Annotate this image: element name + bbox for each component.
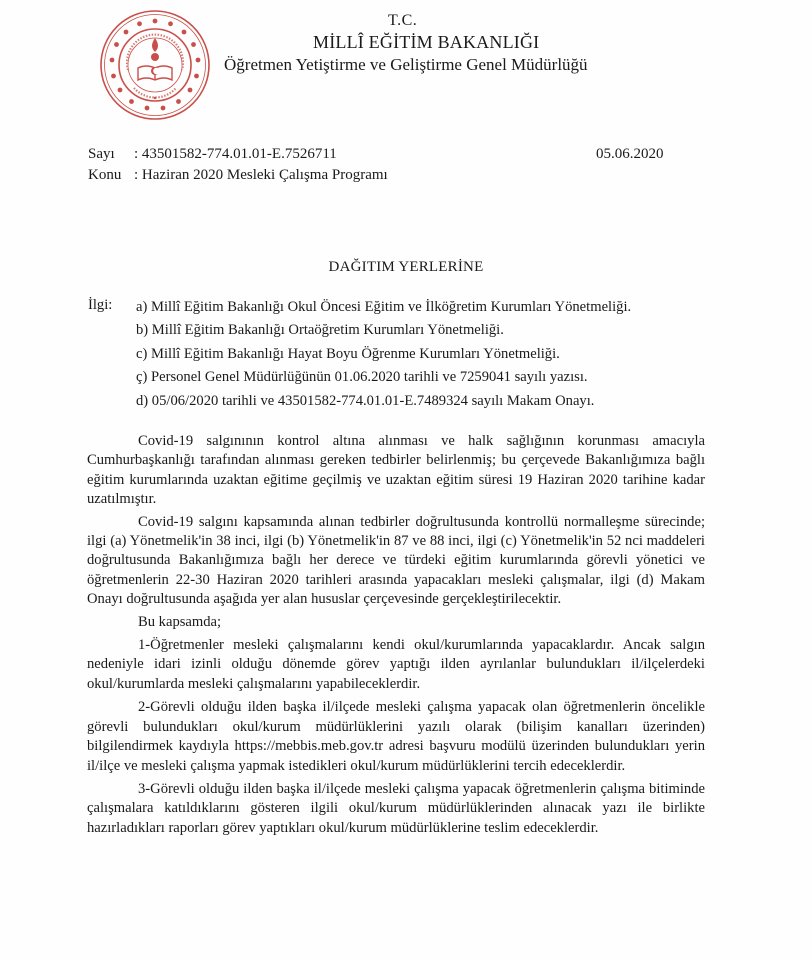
body-paragraph: 3-Görevli olduğu ilden başka il/ilçede mesleki çalışma yapacak öğretmenlerin çalışma bitiminde çalışmalara katıldıklarını gösteren ilgili okul/kurum müdürlüklerinden alınacak yazı ile birlikte hazırladıkları raporları görev yaptıkları okul/kurum müdürlüklerine teslim edeceklerdir. <box>87 780 705 836</box>
directorate-name: Öğretmen Yetiştirme ve Geliştirme Genel Müdürlüğü <box>224 55 588 74</box>
ilgi-label: İlgi: <box>88 297 113 313</box>
document-date: 05.06.2020 <box>596 146 664 162</box>
distribution-heading: DAĞITIM YERLERİNE <box>328 259 484 275</box>
body-paragraph: Bu kapsamda; <box>138 613 222 630</box>
konu-label: Konu <box>88 167 122 183</box>
reference-number-line <box>88 146 337 163</box>
ilgi-item: d) 05/06/2020 tarihli ve 43501582-774.01.01-E.7489324 sayılı Makam Onayı. <box>136 392 595 409</box>
ilgi-item: b) Millî Eğitim Bakanlığı Ortaöğretim Kurumları Yönetmeliği. <box>136 322 504 339</box>
letter-body <box>87 432 705 842</box>
body-paragraph: Covid-19 salgınının kontrol altına alınması ve halk sağlığının korunması amacıyla Cumhurbaşkanlığı tarafından alınması gereken tedbirler belirlenmiş; bu çerçevede Bakanlığımıza bağlı eğitim kurumlarında uzaktan eğitime geçilmiş ve uzaktan eğitim süresi 19 Haziran 2020 tarihine kadar uzatılmıştır. <box>87 433 705 508</box>
ministry-name: MİLLÎ EĞİTİM BAKANLIĞI <box>313 32 540 52</box>
body-paragraph: 2-Görevli olduğu ilden başka il/ilçede mesleki çalışma yapacak olan öğretmenlerin öncelikle görevli bulundukları okul/kurum müdürlüklerini yazılı olarak (bilişim kanalları üzerinden) bilgilendirmek kaydıyla https://mebbis.meb.gov.tr adresi başvuru modülü üzerinden bulundukları yerin il/ilçe ve mesleki çalışma yapmak istedikleri okul/kurum müdürlüklerini tercih edeceklerdir. <box>87 699 705 774</box>
ilgi-list <box>136 297 631 414</box>
state-abbreviation: T.C. <box>388 12 418 29</box>
sayi-value: : 43501582-774.01.01-E.7526711 <box>134 146 337 162</box>
konu-value: : Haziran 2020 Mesleki Çalışma Programı <box>134 167 388 183</box>
subject-line <box>88 167 388 184</box>
ilgi-item: ç) Personel Genel Müdürlüğünün 01.06.2020 tarihli ve 7259041 sayılı yazısı. <box>136 369 588 386</box>
meb-seal-icon <box>98 8 212 122</box>
sayi-label: Sayı <box>88 146 115 162</box>
body-paragraph: 1-Öğretmenler mesleki çalışmalarını kendi okul/kurumlarında yapacaklardır. Ancak salgın nedeniyle idari izinli olduğu dönemde görev yaptığı ilden ayrılanlar bulundukları il/ilçelerdeki okul/kurumlarda mesleki çalışmalarını yapabileceklerdir. <box>87 637 705 692</box>
ilgi-item: c) Millî Eğitim Bakanlığı Hayat Boyu Öğrenme Kurumları Yönetmeliği. <box>136 345 560 362</box>
ilgi-item: a) Millî Eğitim Bakanlığı Okul Öncesi Eğitim ve İlköğretim Kurumları Yönetmeliği. <box>136 299 632 315</box>
body-paragraph: Covid-19 salgını kapsamında alınan tedbirler doğrultusunda kontrollü normalleşme sürecinde; ilgi (a) Yönetmelik'in 38 inci, ilgi (b) Yönetmelik'in 87 ve 88 inci, ilgi (c) Yönetmelik'in 52 nci maddeleri doğrultusunda Bakanlığımıza bağlı her derece ve türdeki eğitim kurumlarında görevli yönetici ve öğretmenlerin 22-30 Haziran 2020 tarihleri arasında yapacakları mesleki çalışmalar, ilgi (d) Makam Onayı doğrultusunda aşağıda yer alan hususlar çerçevesinde gerçekleştirilecektir. <box>87 513 705 608</box>
